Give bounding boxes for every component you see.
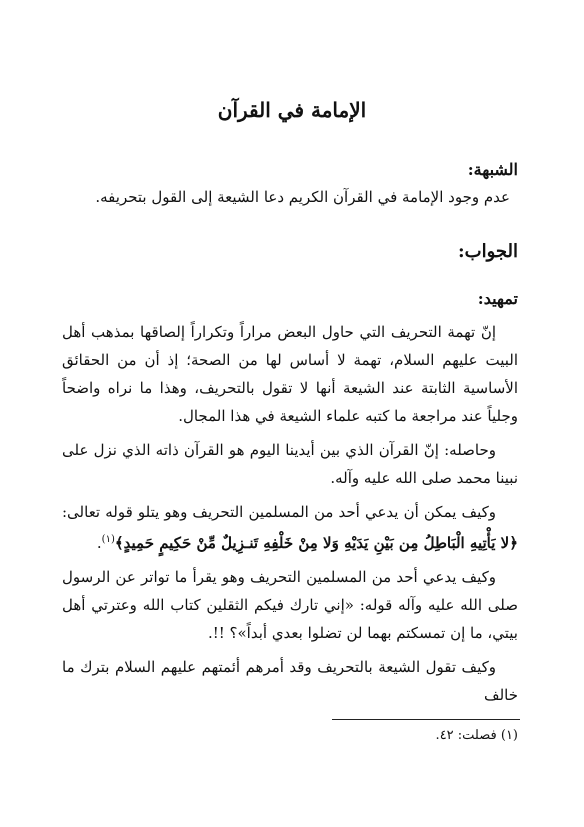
paragraph-4: وكيف يدعي أحد من المسلمين التحريف وهو يقرأ ما تواتر عن الرسول صلى الله عليه وآله قوله: «إني تارك فيكم الثقلين كتاب الله وعترتي أهل بيتي، ما إن تمسكتم بهما لن تضلوا بعدي أبداً»؟ !!. (62, 568, 518, 642)
paragraph-5: وكيف تقول الشيعة بالتحريف وقد أمرهم أئمتهم عليهم السلام بترك ما خالف (62, 658, 518, 704)
footnote-divider (332, 719, 520, 720)
jawab-section (62, 241, 518, 262)
paragraph-3-text: وكيف يمكن أن يدعي أحد من المسلمين التحريف وهو يتلو قوله تعالى: (62, 503, 496, 521)
footnote-ref: (١) (101, 534, 115, 545)
paragraph-2: وحاصله: إنّ القرآن الذي بين أيدينا اليوم هو القرآن ذاته الذي نزل على نبينا محمد صلى الله عليه وآله. (62, 441, 518, 487)
footnote: (١) فصلت: ٤٢. (435, 728, 518, 743)
body-text (62, 318, 518, 709)
paragraph-1: إنّ تهمة التحريف التي حاول البعض مراراً وتكراراً إلصاقها بمذهب أهل البيت عليهم السلام، تهمة لا أساس لها من الصحة؛ إذ أن من الحقائق الأساسية الثابتة عند الشيعة أنها لا تقول بالتحريف، وهذا ما نراه واضحاً وجلياً عند مراجعة ما كتبه علماء الشيعة في هذا المجال. (62, 323, 518, 425)
shubha-text: عدم وجود الإمامة في القرآن الكريم دعا الشيعة إلى القول بتحريفه. (95, 188, 510, 206)
tamhid-label: تمهيد: (477, 289, 518, 308)
tamhid-section (62, 289, 518, 308)
shubha-section (62, 160, 518, 211)
page-title: الإمامة في القرآن (217, 98, 367, 122)
quran-verse: ﴿لا يَأْتِيهِ الْبَاطِلُ مِن بَيْنِ يَدَيْهِ وَلا مِنْ خَلْفِهِ تَنـزِيلٌ مِّنْ حَكِيمٍ حَمِيدٍ﴾ (114, 534, 518, 552)
shubha-label: الشبهة: (467, 160, 518, 179)
paragraph-3: وكيف يمكن أن يدعي أحد من المسلمين التحريف وهو يتلو قوله تعالى: ﴿لا يَأْتِيهِ الْبَاطِلُ مِن بَيْنِ يَدَيْهِ وَلا مِنْ خَلْفِهِ تَنـزِيلٌ مِّنْ حَكِيمٍ حَمِيدٍ﴾$^{(١)}$. (62, 503, 518, 552)
jawab-label: الجواب: (458, 241, 518, 262)
